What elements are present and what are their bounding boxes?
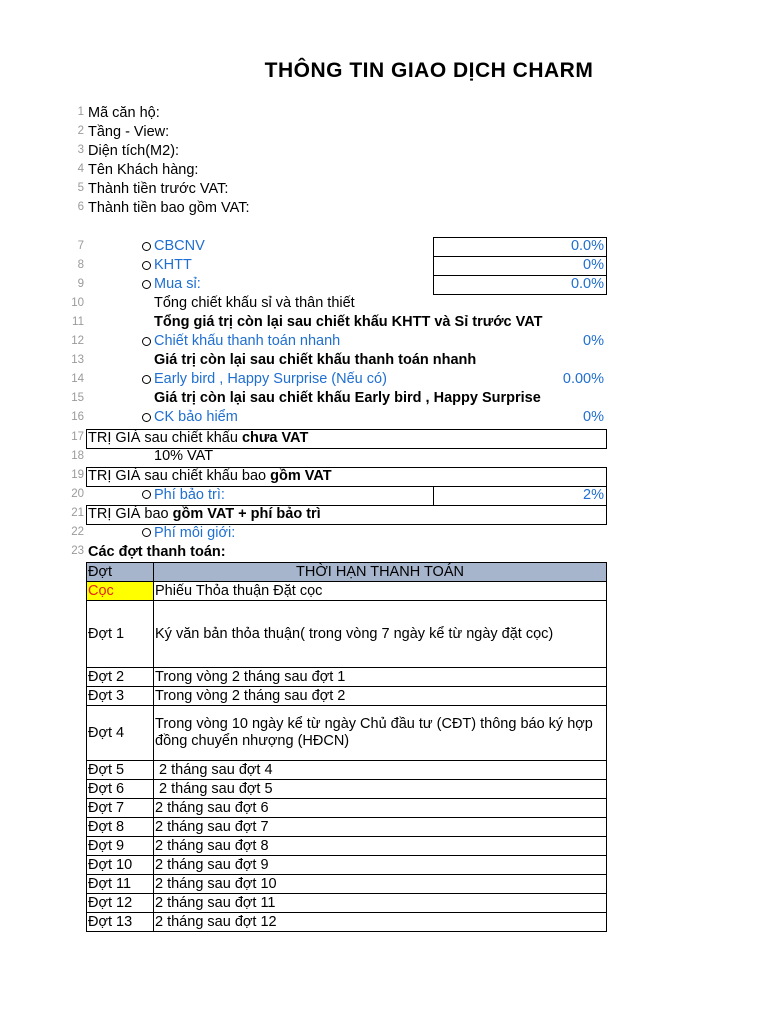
table-header-row: [87, 563, 607, 582]
row-number: 3: [77, 144, 84, 156]
label-tang-view: Tầng - View:: [88, 124, 170, 140]
cell-dot: Đợt 9: [87, 837, 154, 856]
header-thoi-han: THỜI HẠN THANH TOÁN: [154, 563, 607, 582]
row-number: 2: [77, 125, 84, 137]
cell-dot: Cọc: [87, 582, 154, 601]
payment-schedule-table: [86, 562, 607, 932]
label-phi-moi-gioi: Phí môi giới:: [154, 525, 236, 541]
value-khtt[interactable]: 0%: [583, 257, 604, 273]
label-gia-tri-sau-early-bird: Giá trị còn lại sau chiết khấu Early bird , Happy Surprise: [154, 390, 541, 406]
row-number: 15: [71, 392, 84, 404]
value-early-bird[interactable]: 0.00%: [562, 371, 604, 387]
cell-dot: Đợt 5: [87, 761, 154, 780]
table-row: [87, 799, 607, 818]
value-cbcnv[interactable]: 0.0%: [570, 238, 604, 254]
row-number: 1: [77, 106, 84, 118]
table-row: [87, 894, 607, 913]
table-row: [87, 856, 607, 875]
cell-desc: 2 tháng sau đợt 8: [154, 837, 607, 856]
bullet-icon: [142, 528, 151, 537]
bullet-icon: [142, 490, 151, 499]
row-number: 4: [77, 163, 84, 175]
label-khtt: KHTT: [154, 257, 192, 273]
cell-dot: Đợt 1: [87, 601, 154, 668]
label-cbcnv: CBCNV: [154, 238, 205, 254]
cell-dot: Đợt 2: [87, 668, 154, 687]
table-row: [87, 582, 607, 601]
bullet-icon: [142, 242, 151, 251]
row-number: 16: [71, 411, 84, 423]
row-number: 10: [71, 297, 84, 309]
label-early-bird: Early bird , Happy Surprise (Nếu có): [154, 371, 387, 387]
label-phi-bao-tri: Phí bảo trì:: [154, 487, 225, 503]
label-ma-can-ho: Mã căn hộ:: [88, 105, 160, 121]
row-number: 12: [71, 335, 84, 347]
bullet-icon: [142, 337, 151, 346]
label-thanh-tien-gom-vat: Thành tiền bao gồm VAT:: [88, 200, 250, 216]
table-row: [87, 668, 607, 687]
cell-desc: 2 tháng sau đợt 9: [154, 856, 607, 875]
row-number: 9: [77, 278, 84, 290]
cell-dot: Đợt 3: [87, 687, 154, 706]
table-row: [87, 913, 607, 932]
label-tri-gia-gom-vat-phi: TRỊ GIÁ bao gồm VAT + phí bảo trì: [88, 506, 321, 522]
label-gia-tri-con-lai-khtt: Tổng giá trị còn lại sau chiết khấu KHTT và Sỉ trước VAT: [154, 314, 543, 330]
cell-desc: 2 tháng sau đợt 6: [154, 799, 607, 818]
row-number: 19: [71, 469, 84, 481]
table-row: [87, 780, 607, 799]
cell-desc: 2 tháng sau đợt 5: [154, 780, 607, 799]
label-mua-si: Mua sỉ:: [154, 276, 201, 292]
row-number: 20: [71, 488, 84, 500]
value-ck-bao-hiem[interactable]: 0%: [583, 409, 604, 425]
label-vat: 10% VAT: [154, 448, 214, 464]
table-row: [87, 601, 607, 668]
table-row: [87, 875, 607, 894]
label-ten-khach-hang: Tên Khách hàng:: [88, 162, 199, 178]
cell-desc: Trong vòng 2 tháng sau đợt 2: [154, 687, 607, 706]
cell-desc: Ký văn bản thỏa thuận( trong vòng 7 ngày kể từ ngày đặt cọc): [154, 601, 607, 668]
table-row: [87, 818, 607, 837]
cell-desc: Phiếu Thỏa thuận Đặt cọc: [154, 582, 607, 601]
cell-desc: 2 tháng sau đợt 7: [154, 818, 607, 837]
cell-dot: Đợt 6: [87, 780, 154, 799]
cell-dot: Đợt 12: [87, 894, 154, 913]
label-tri-gia-gom-vat: TRỊ GIÁ sau chiết khấu bao gồm VAT: [88, 468, 332, 484]
cell-desc: 2 tháng sau đợt 12: [154, 913, 607, 932]
table-row: [87, 761, 607, 780]
value-ck-thanh-toan-nhanh[interactable]: 0%: [583, 333, 604, 349]
value-mua-si[interactable]: 0.0%: [570, 276, 604, 292]
row-number: 22: [71, 526, 84, 538]
cell-dot: Đợt 13: [87, 913, 154, 932]
cell-dot: Đợt 10: [87, 856, 154, 875]
label-dien-tich: Diện tích(M2):: [88, 143, 180, 159]
cell-dot: Đợt 7: [87, 799, 154, 818]
label-gia-tri-sau-tt-nhanh: Giá trị còn lại sau chiết khấu thanh toán nhanh: [154, 352, 477, 368]
cell-dot: Đợt 4: [87, 706, 154, 761]
bullet-icon: [142, 375, 151, 384]
bullet-icon: [142, 261, 151, 270]
bullet-icon: [142, 280, 151, 289]
cell-dot: Đợt 8: [87, 818, 154, 837]
value-phi-bao-tri[interactable]: 2%: [583, 487, 604, 503]
label-cac-dot-thanh-toan: Các đợt thanh toán:: [88, 544, 226, 560]
label-ck-thanh-toan-nhanh: Chiết khấu thanh toán nhanh: [154, 333, 341, 349]
cell-desc: 2 tháng sau đợt 11: [154, 894, 607, 913]
row-number: 6: [77, 201, 84, 213]
cell-desc: 2 tháng sau đợt 10: [154, 875, 607, 894]
cell-desc: 2 tháng sau đợt 4: [154, 761, 607, 780]
cell-dot: Đợt 11: [87, 875, 154, 894]
row-number: 14: [71, 373, 84, 385]
row-number: 13: [71, 354, 84, 366]
row-number: 17: [71, 431, 84, 443]
row-number: 5: [77, 182, 84, 194]
table-row: [87, 706, 607, 761]
table-row: [87, 687, 607, 706]
cell-desc: Trong vòng 2 tháng sau đợt 1: [154, 668, 607, 687]
table-row: [87, 837, 607, 856]
row-number: 18: [71, 450, 84, 462]
row-number: 23: [71, 545, 84, 557]
bullet-icon: [142, 413, 151, 422]
label-tri-gia-chua-vat: TRỊ GIÁ sau chiết khấu chưa VAT: [88, 430, 309, 446]
label-tong-chiet-khau: Tổng chiết khấu sỉ và thân thiết: [154, 295, 355, 311]
row-number: 8: [77, 259, 84, 271]
header-dot: Đợt: [87, 563, 154, 582]
row-number: 7: [77, 240, 84, 252]
label-thanh-tien-truoc-vat: Thành tiền trước VAT:: [88, 181, 229, 197]
page-title: THÔNG TIN GIAO DỊCH CHARM: [264, 59, 594, 82]
label-ck-bao-hiem: CK bảo hiểm: [154, 409, 238, 425]
row-number: 11: [72, 316, 84, 328]
row-number: 21: [71, 507, 84, 519]
cell-desc: Trong vòng 10 ngày kể từ ngày Chủ đầu tư (CĐT) thông báo ký hợp đồng chuyển nhượng (HĐCN): [154, 706, 607, 761]
